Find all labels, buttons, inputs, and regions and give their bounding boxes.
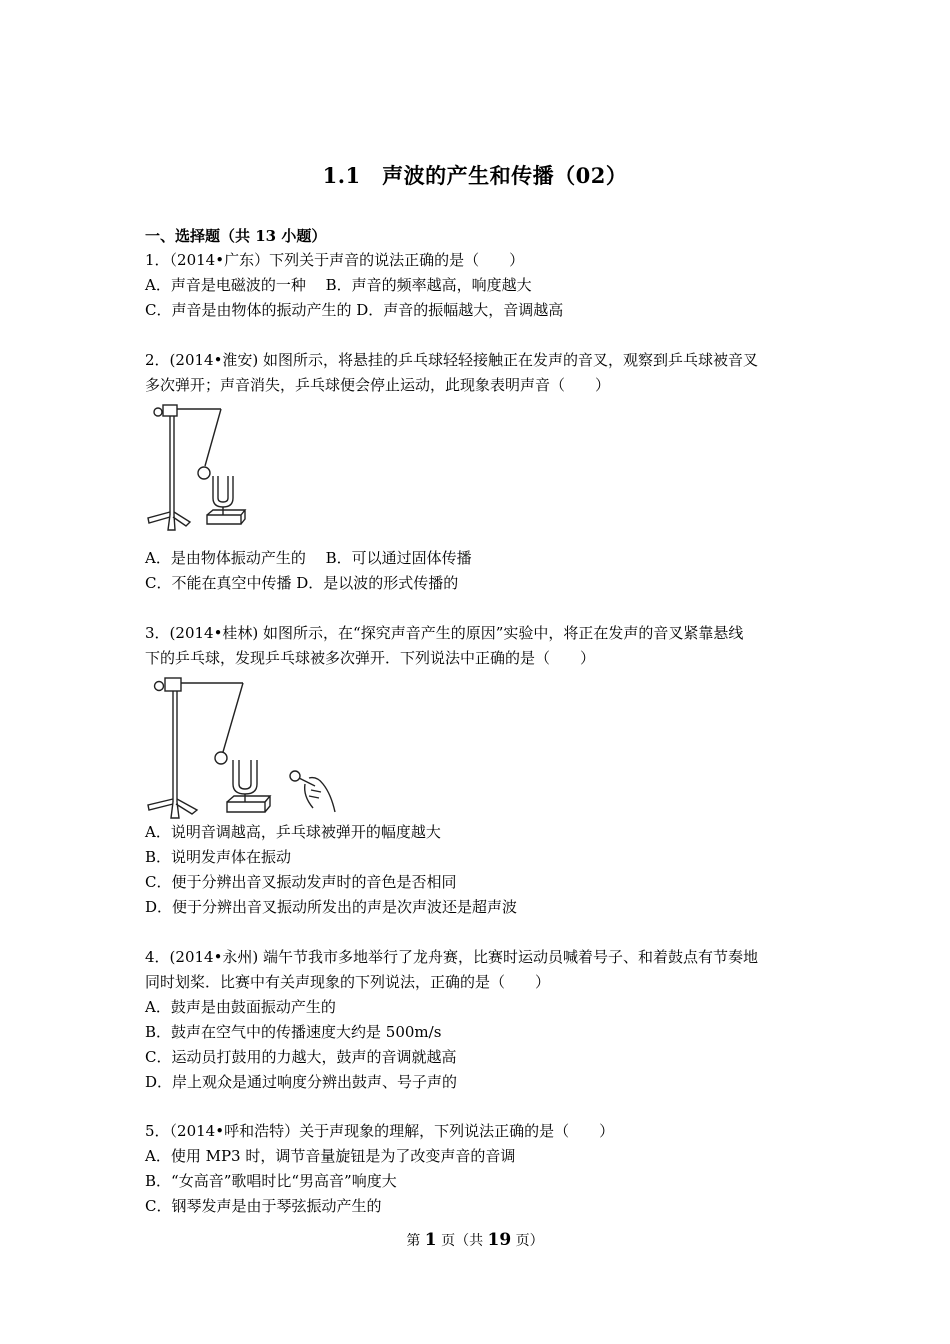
option-line: A．鼓声是由鼓面振动产生的	[145, 998, 336, 1016]
suspension-thread	[205, 409, 221, 466]
option-line: A．声音是电磁波的一种 B．声音的频率越高，响度越大	[145, 276, 532, 294]
ping-pong-ball	[198, 467, 210, 479]
question-stem: 多次弹开；声音消失，乒乓球便会停止运动，此现象表明声音（ ）	[145, 376, 611, 394]
option-line: B．说明发声体在振动	[145, 848, 292, 866]
tuning-fork-mallet-figure	[145, 672, 341, 820]
question-stem: 5．（2014•呼和浩特）关于声现象的理解，下列说法正确的是（ ）	[145, 1122, 615, 1140]
clamp-knob	[154, 408, 162, 416]
fork-base	[207, 510, 245, 524]
current-page-number: 1	[424, 1230, 437, 1250]
option-line: C．声音是由物体的振动产生的 D．声音的振幅越大，音调越高	[145, 301, 564, 319]
clamp-block	[163, 405, 177, 416]
suspension-thread	[223, 683, 243, 752]
footer-prefix: 第	[406, 1233, 421, 1249]
page-footer	[0, 1230, 950, 1250]
option-line: C．运动员打鼓用的力越大，鼓声的音调就越高	[145, 1048, 457, 1066]
tuning-fork	[233, 760, 257, 794]
ping-pong-ball	[215, 752, 227, 764]
footer-middle: 页（共	[441, 1233, 484, 1249]
option-line: C．便于分辨出音叉振动发声时的音色是否相同	[145, 873, 457, 891]
question-stem: 1．（2014•广东）下列关于声音的说法正确的是（ ）	[145, 251, 525, 269]
clamp-block	[165, 678, 181, 691]
question-stem: 3．(2014•桂林) 如图所示，在“探究声音产生的原因”实验中，将正在发声的音叉紧靠悬线	[145, 624, 744, 642]
question-stem: 下的乒乓球，发现乒乓球被多次弹开．下列说法中正确的是（ ）	[145, 649, 596, 667]
tuning-fork	[213, 476, 233, 507]
option-line: D．便于分辨出音叉振动所发出的声是次声波还是超声波	[145, 898, 518, 916]
question-stem: 2．(2014•淮安) 如图所示，将悬挂的乒乓球轻轻接触正在发声的音叉，观察到乒乓球被音叉	[145, 351, 759, 369]
tripod-base	[148, 512, 190, 530]
question-stem: 4．(2014•永州) 端午节我市多地举行了龙舟赛，比赛时运动员喊着号子、和着鼓点有节奏地	[145, 948, 759, 966]
clamp-knob	[155, 682, 164, 691]
option-line: D．岸上观众是通过响度分辨出鼓声、号子声的	[145, 1073, 458, 1091]
footer-suffix: 页）	[515, 1233, 544, 1249]
total-page-count: 19	[487, 1230, 512, 1250]
option-line: C．钢琴发声是由于琴弦振动产生的	[145, 1197, 382, 1215]
option-line: C．不能在真空中传播 D．是以波的形式传播的	[145, 574, 459, 592]
section-heading: 一、选择题（共 13 小题）	[145, 227, 327, 245]
fork-base	[227, 796, 270, 812]
mallet-head	[290, 771, 300, 781]
option-line: A．使用 MP3 时，调节音量旋钮是为了改变声音的音调	[145, 1147, 516, 1165]
option-line: A．说明音调越高，乒乓球被弹开的幅度越大	[145, 823, 441, 841]
page-title: 1.1 声波的产生和传播（02）	[322, 163, 628, 188]
question-stem: 同时划桨．比赛中有关声现象的下列说法，正确的是（ ）	[145, 973, 551, 991]
option-line: B．“女高音”歌唱时比“男高音”响度大	[145, 1172, 397, 1190]
mallet-handle	[299, 778, 315, 786]
option-line: B．鼓声在空气中的传播速度大约是 500m/s	[145, 1023, 442, 1041]
tuning-fork-figure	[145, 400, 255, 532]
option-line: A．是由物体振动产生的 B．可以通过固体传播	[145, 549, 472, 567]
